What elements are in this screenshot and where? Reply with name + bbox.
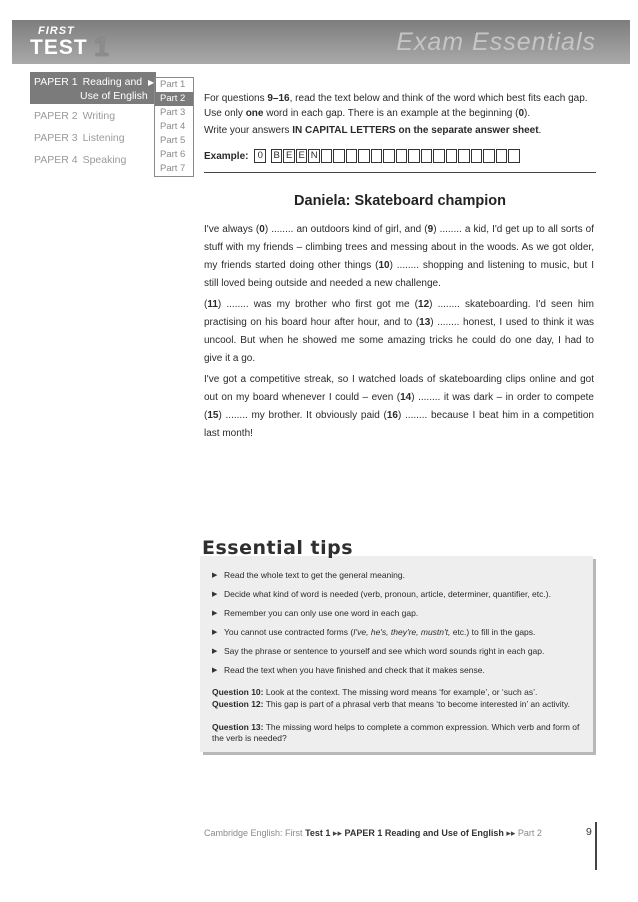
passage-title: Daniela: Skateboard champion — [294, 193, 506, 209]
tips-title: Essential tips — [202, 537, 354, 559]
passage-text: I've got a competitive streak, so I watched loads of skateboarding clips online and got out on my board whenever I could – even ( — [204, 374, 594, 403]
passage-text: ) ........ it was dark – in order to compete ( — [204, 392, 594, 421]
paper-label: Reading and — [82, 76, 143, 88]
footer-separator: ▸▸ — [506, 828, 516, 838]
footer-brand: Cambridge English: First — [204, 828, 303, 838]
bullet-icon: ▶ — [212, 572, 218, 579]
page-edge-bar — [595, 822, 597, 870]
paper-number: PAPER 4 — [34, 154, 78, 166]
footer-test: Test 1 — [305, 828, 331, 838]
gap-number: 13 — [419, 317, 431, 328]
example-letter-box — [321, 149, 333, 163]
passage-paragraph-2 — [204, 296, 594, 368]
example-letter-box — [421, 149, 433, 163]
paper-label: Listening — [82, 132, 125, 144]
part-nav-item-7[interactable]: Part 7 — [160, 163, 186, 174]
header-test-label: TEST — [30, 36, 88, 59]
paper-nav-item-paper-1[interactable] — [30, 72, 156, 104]
gap-number: 15 — [207, 410, 219, 421]
question-tip-10: Question 10: Look at the context. The missing word means ‘for example’, or ‘such as’. — [212, 687, 538, 697]
passage-text: ) ........ my brother. It obviously paid ( — [218, 410, 387, 421]
list-item: ▶ You cannot use contracted forms (I've, he's, they're, mustn't, etc.) to fill in the gaps. — [212, 623, 592, 642]
part-nav-item-4[interactable]: Part 4 — [160, 121, 186, 132]
tips-list — [212, 566, 592, 680]
passage-text: ) ........ a kid, I'd get up to all sorts of stuff with my friends – climbing trees and messing about in the woods. As we got older, my friends started doing other things ( — [204, 224, 594, 271]
answer-instructions: Write your answers IN CAPITAL LETTERS on the separate answer sheet. — [204, 125, 542, 136]
passage-text: ) ........ was my brother who first got me ( — [217, 299, 419, 310]
example-letter-box — [333, 149, 345, 163]
header-test-number: 1 — [94, 32, 110, 62]
list-item: ▶ Decide what kind of word is needed (verb, pronoun, article, determiner, quantifier, etc.). — [212, 585, 592, 604]
example-label: Example: — [204, 150, 249, 162]
passage-text: ( — [204, 299, 208, 310]
part-nav-item-2[interactable]: Part 2 — [155, 92, 193, 106]
task-instructions: For questions 9–16, read the text below and think of the word which best fits each gap. Use only one word in each gap. There is an example at the beginning (0). — [204, 93, 588, 119]
example-letter-boxes — [271, 149, 521, 163]
gap-number: 16 — [386, 410, 398, 421]
paper-label-line2: Use of English — [80, 90, 148, 102]
paper-number: PAPER 3 — [34, 132, 78, 144]
example-answer — [204, 148, 521, 164]
bullet-icon: ▶ — [212, 591, 218, 598]
paper-nav-item-paper-3[interactable] — [30, 128, 156, 148]
example-letter-box — [458, 149, 470, 163]
footer-paper: PAPER 1 Reading and Use of English — [344, 828, 504, 838]
bullet-icon: ▶ — [212, 648, 218, 655]
gap-number: 9 — [427, 224, 434, 235]
paper-label: Speaking — [82, 154, 127, 166]
example-number-box: 0 — [254, 149, 266, 163]
passage-text: ) ........ skateboarding. I'd seen him practising on his board hour after hour, and to ( — [204, 299, 594, 328]
example-letter-box — [371, 149, 383, 163]
example-letter-box — [433, 149, 445, 163]
bullet-icon: ▶ — [212, 667, 218, 674]
list-item: ▶ Read the whole text to get the general meaning. — [212, 566, 592, 585]
list-item: ▶ Say the phrase or sentence to yourself and see which word sounds right in each gap. — [212, 642, 592, 661]
header-first-label: FIRST — [38, 25, 75, 37]
example-letter-box — [346, 149, 358, 163]
page-header — [12, 20, 630, 64]
part-nav-item-3[interactable]: Part 3 — [160, 107, 186, 118]
passage-text: I've always ( — [204, 224, 260, 235]
footer-part: Part 2 — [517, 828, 542, 838]
list-item: ▶ Remember you can only use one word in each gap. — [212, 604, 592, 623]
passage-paragraph-1 — [204, 221, 594, 293]
paper-number: PAPER 1 — [34, 76, 78, 88]
example-letter-box: E — [296, 149, 308, 163]
part-nav — [154, 77, 194, 177]
part-nav-item-5[interactable]: Part 5 — [160, 135, 186, 146]
gap-number: 11 — [207, 299, 218, 310]
bullet-icon: ▶ — [212, 629, 218, 636]
paper-number: PAPER 2 — [34, 110, 78, 122]
example-letter-box — [396, 149, 408, 163]
example-letter-box: B — [271, 149, 283, 163]
example-letter-box — [508, 149, 520, 163]
paper-nav — [30, 72, 156, 170]
example-letter-box — [408, 149, 420, 163]
paper-nav-item-paper-4[interactable] — [30, 150, 156, 170]
example-letter-box — [358, 149, 370, 163]
arrow-right-icon: ▶ — [148, 78, 155, 87]
example-letter-box — [446, 149, 458, 163]
paper-label: Writing — [82, 110, 116, 122]
page-number: 9 — [586, 826, 592, 838]
example-letter-box — [483, 149, 495, 163]
list-item: ▶ Read the text when you have finished and check that it makes sense. — [212, 661, 592, 680]
example-letter-box — [496, 149, 508, 163]
bullet-icon: ▶ — [212, 610, 218, 617]
question-tip-12: Question 12: This gap is part of a phrasal verb that means ‘to become interested in’ an activity. — [212, 699, 570, 709]
passage-text: ) ........ honest, I used to think it was uncool. But when he showed me some amazing tricks he could do one day, I had to give it a go. — [204, 317, 595, 364]
passage-text: ) ........ shopping and listening to music, but I still loved being outside and needed a new challenge. — [204, 260, 594, 289]
part-nav-item-1[interactable]: Part 1 — [160, 79, 186, 90]
gap-number: 0 — [259, 224, 265, 235]
passage-paragraph-3 — [204, 371, 594, 443]
gap-number: 10 — [378, 260, 390, 271]
part-nav-item-6[interactable]: Part 6 — [160, 149, 186, 160]
paper-nav-item-paper-2[interactable] — [30, 106, 156, 126]
example-letter-box — [471, 149, 483, 163]
page-footer — [204, 828, 542, 839]
example-letter-box — [383, 149, 395, 163]
header-section-title: Exam Essentials — [396, 28, 596, 56]
gap-number: 14 — [400, 392, 412, 403]
gap-number: 12 — [418, 299, 430, 310]
passage-text: ) ........ an outdoors kind of girl, and ( — [264, 224, 428, 235]
example-letter-box: N — [308, 149, 320, 163]
divider — [204, 172, 596, 173]
example-letter-box: E — [283, 149, 295, 163]
footer-separator: ▸▸ — [332, 828, 342, 838]
question-tip-13: Question 13: The missing word helps to complete a common expression. Which verb and form of the verb is needed? — [212, 722, 580, 743]
passage-text: ) ........ because I beat him in a competition last month! — [204, 410, 594, 439]
